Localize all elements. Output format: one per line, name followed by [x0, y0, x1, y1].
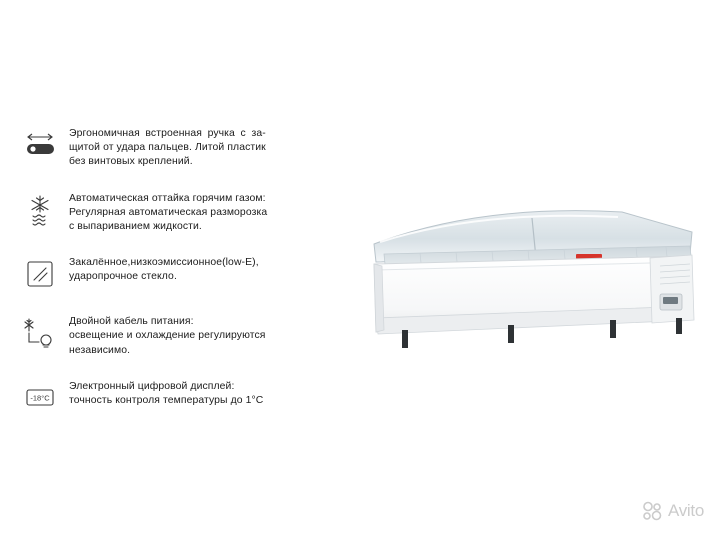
watermark-text: Avito	[668, 501, 704, 520]
feature-line: Двойной кабель питания:	[69, 316, 194, 328]
display-temperature-label: -18°C	[30, 393, 50, 403]
feature-line: точность контроля температуры до 1°C	[69, 395, 264, 407]
avito-logo-icon	[641, 500, 663, 522]
feature-line: Автоматическая оттайка горячим газом:	[69, 192, 266, 204]
feature-line: без винтовых креплений.	[69, 156, 193, 168]
product-image	[360, 192, 700, 392]
feature-text	[69, 314, 266, 358]
display-temperature-icon	[22, 379, 60, 417]
snowflake-defrost-icon	[22, 191, 60, 229]
glass-panel-icon	[22, 255, 60, 293]
feature-line: Закалённое, низкоэмиссионное (low-E),	[69, 257, 259, 269]
power-cable-icon	[22, 314, 60, 352]
feature-line: щитой от удара пальцев. Литой пластик	[69, 142, 266, 154]
feature-text	[69, 255, 259, 284]
watermark	[641, 500, 704, 522]
feature-list	[22, 126, 352, 438]
feature-item	[22, 126, 352, 170]
handle-icon	[22, 126, 60, 164]
feature-line: ударопрочное стекло.	[69, 271, 177, 283]
feature-line: Электронный цифровой дисплей:	[69, 380, 235, 392]
feature-line: с выпариванием жидкости.	[69, 221, 202, 233]
feature-line: Эргономичная встроенная ручка с за-	[69, 128, 266, 139]
feature-item	[22, 379, 352, 417]
feature-line: независимо.	[69, 344, 131, 356]
feature-item	[22, 191, 352, 235]
feature-item	[22, 255, 352, 293]
feature-text	[69, 126, 266, 170]
feature-line: Регулярная автоматическая разморозка	[69, 206, 268, 218]
feature-text	[69, 379, 263, 408]
feature-item	[22, 314, 352, 358]
feature-text	[69, 191, 267, 235]
feature-line: освещение и охлаждение регулируются	[69, 330, 266, 342]
